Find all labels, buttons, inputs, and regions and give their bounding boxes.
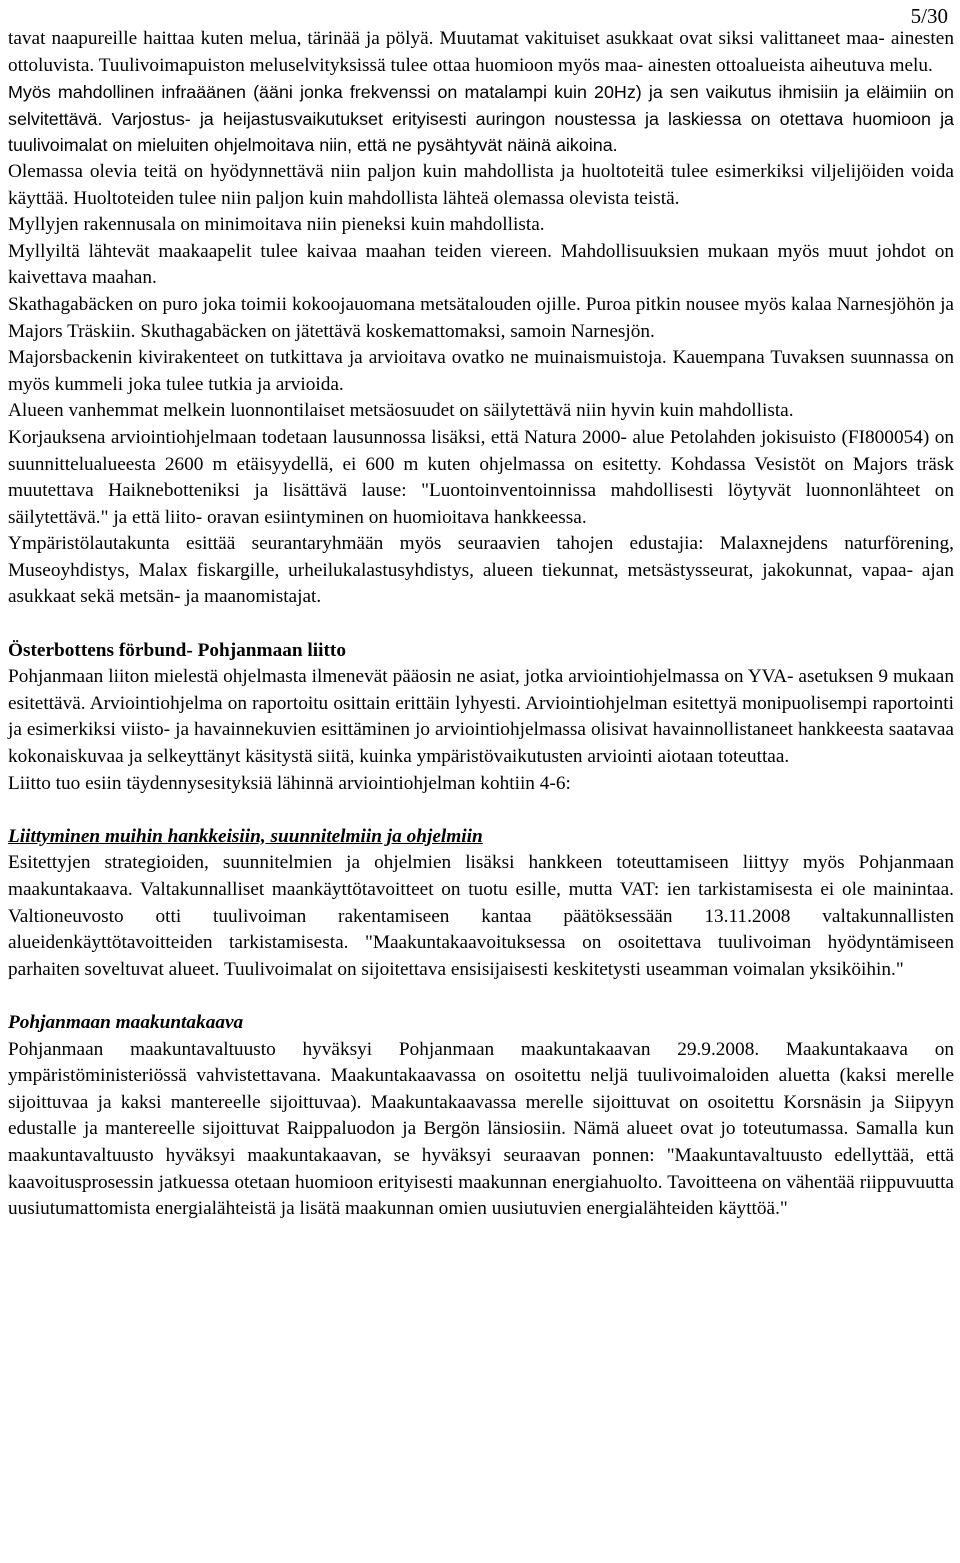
paragraph-forests: Alueen vanhemmat melkein luonnontilaiset metsäosuudet on säilytettävä niin hyvin kuin mahdollista. — [8, 400, 794, 422]
document-body — [8, 0, 954, 1223]
paragraph-stone-structures: Majorsbackenin kivirakenteet on tutkittava ja arvioitava ovatko ne muinaismuistoja. Kauempana Tuvaksen suunnassa on myös kummeli joka tulee tutkia ja arvioida. — [8, 347, 954, 395]
section-heading: Österbottens förbund- Pohjanmaan liitto — [8, 639, 346, 661]
subsection-heading-regional-plan: Pohjanmaan maakuntakaava — [8, 1011, 244, 1033]
paragraph-monitoring-group: Ympäristölautakunta esittää seurantaryhmään myös seuraavien tahojen edustajia: Malaxnejdens naturförening, Museoyhdistys, Malax fiskargille, urheilukalastusyhdistys, alueen tiekunnat, metsästysseurat, jakokunnat, vapaa- ajan asukkaat sekä metsän- ja maanomistajat. — [8, 533, 954, 608]
spacer — [8, 983, 954, 1010]
section-paragraph: Liitto tuo esiin täydennysesityksiä lähinnä arviointiohjelman kohtiin 4-6: — [8, 772, 571, 794]
document-page — [8, 0, 954, 1223]
paragraph-natura-correction: Korjauksena arviointiohjelmaan todetaan lausunnossa lisäksi, että Natura 2000- alue Petolahden jokisuisto (FI800054) on suunnittelualueesta 2600 m etäisyydellä, ei 600 m kuten ohjelmassa on esitetty. Kohdassa Vesistöt on Majors träsk muutettava Haiknebotteniksi ja lisättävä lause: "Luontoinventoinnissa mahdollisesti löytyvät luonnonlähteet on säilytettävä." ja että liito- oravan esiintyminen on huomioitava hankkeessa. — [8, 426, 954, 528]
paragraph-noise: tavat naapureille haittaa kuten melua, tärinää ja pölyä. Muutamat vakituiset asukkaat ovat siksi valittaneet maa- ainesten ottoluvista. Tuulivoimapuiston meluselvityksissä tulee ottaa huomioon myös maa- ainesten ottoalueista aiheutuva melu. — [8, 28, 954, 76]
subsection-paragraph-regional-plan: Pohjanmaan maakuntavaltuusto hyväksyi Pohjanmaan maakuntakaavan 29.9.2008. Maakuntakaava on ympäristöministeriössä vahvistettavana. Maakuntakaavassa on osoitettu neljä tuulivoimaloiden aluetta (kaksi merelle sijoittuvaa ja kaksi mantereelle sijoittuvaa). Maakuntakaavassa merelle sijoittuvat on osoitettu Korsnäsin ja Siipyyn edustalle ja mantereelle sijoittuvat Raippaluodon ja Bergön länsiosiin. Nämä alueet ovat jo toteutumassa. Samalla kun maakuntavaltuusto hyväksyi maakuntakaavan, se hyväksyi seuraavan ponnen: "Maakuntavaltuusto edellyttää, että kaavoitusprosessin jatkuessa otetaan huomioon erityisesti maakunnan energiahuolto. Tavoitteena on vähentää riippuvuutta uusiutumattomista energialähteistä ja lisätä maakunnan omien uusiutuvien energialähteiden käyttöä." — [8, 1038, 954, 1220]
subsection-heading-plans: Liittyminen muihin hankkeisiin, suunnitelmiin ja ohjelmiin — [8, 825, 483, 847]
paragraph-cables: Myllyiltä lähtevät maakaapelit tulee kaivaa maahan teiden viereen. Mahdollisuuksien mukaan myös muut johdot on kaivettava maahan. — [8, 240, 954, 289]
paragraph-infrasound: Myös mahdollinen infraäänen (ääni jonka frekvenssi on matalampi kuin 20Hz) ja sen vaikutus ihmisiin ja eläimiin on selvitettävä. Varjostus- ja heijastusvaikutukset erityisesti auringon noustessa ja laskiessa on otettava huomioon ja tuulivoimalat on mieluiten ohjelmoitava niin, että ne pysähtyvät näinä aikoina. — [8, 82, 954, 156]
spacer — [8, 797, 954, 824]
spacer — [8, 611, 954, 638]
paragraph-stream: Skathagabäcken on puro joka toimii kokoojauomana metsätalouden ojille. Puroa pitkin nousee myös kalaa Narnesjöhön ja Majors Träskiin. Skuthagabäcken on jätettävä koskemattomaksi, samoin Narnesjön. — [8, 293, 954, 342]
paragraph-construction-area: Myllyjen rakennusala on minimoitava niin pieneksi kuin mahdollista. — [8, 214, 545, 236]
page-number: 5/30 — [910, 4, 948, 28]
subsection-paragraph-plans: Esitettyjen strategioiden, suunnitelmien ja ohjelmien lisäksi hankkeen toteuttamiseen liittyy myös Pohjanmaan maakuntakaava. Valtakunnalliset maankäyttötavoitteet on tuotu esille, mutta VAT: ien tarkistamisesta ei ole mainintaa. Valtioneuvosto otti tuulivoiman rakentamiseen kantaa päätöksessään 13.11.2008 valtakunnallisten alueidenkäyttötavoitteiden tarkistamisesta. "Maakuntakaavoituksessa on osoitettava tuulivoiman hyödyntämiseen parhaiten soveltuvat alueet. Tuulivoimalat on sijoitettava ensisijaisesti keskitetysti useamman voimalan yksiköihin." — [8, 852, 954, 980]
paragraph-roads: Olemassa olevia teitä on hyödynnettävä niin paljon kuin mahdollista ja huoltoteitä tulee esimerkiksi viljelijöiden voida käyttää. Huoltoteiden tulee niin paljon kuin mahdollista lähteä olemassa olevista teistä. — [8, 160, 954, 209]
section-paragraph: Pohjanmaan liiton mielestä ohjelmasta ilmenevät pääosin ne asiat, jotka arviointiohjelmassa on YVA- asetuksen 9 mukaan esitettävä. Arviointiohjelma on raportoitu osittain erittäin lyhyesti. Arviointiohjelman esitettyä monipuolisempi raportointi ja esimerkiksi viisto- ja havainnekuvien esittäminen jo arviointiohjelmassa olisivat havainnollistaneet hankkeesta saatavaa kokonaiskuvaa ja selkeyttänyt käsitystä siitä, kuinka ympäristövaikutusten arviointi aiotaan toteuttaa. — [8, 666, 954, 768]
